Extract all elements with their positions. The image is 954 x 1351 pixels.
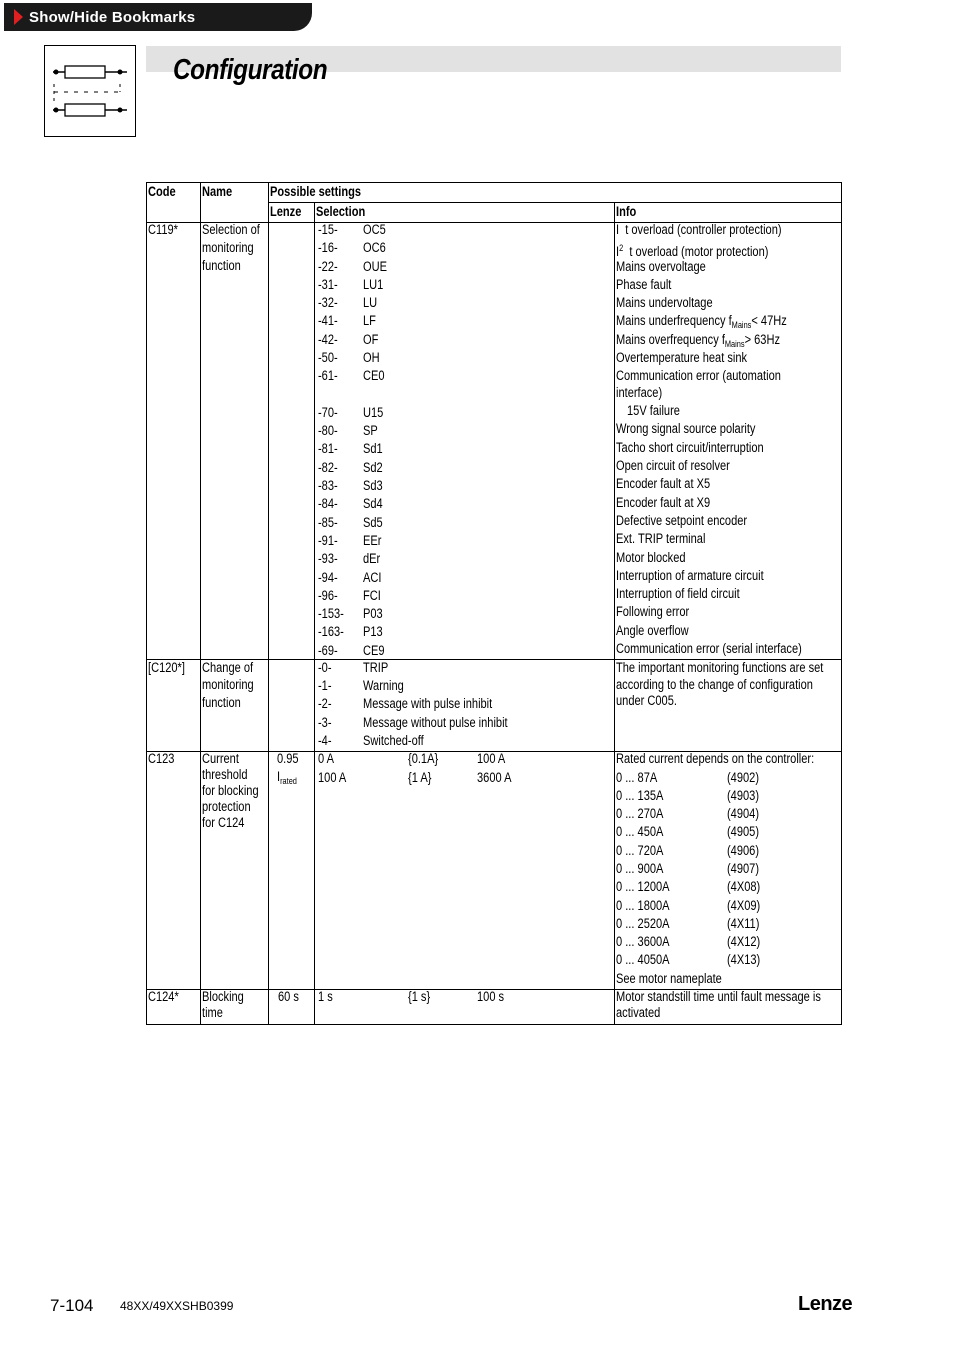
sel-num: -84- [318, 496, 338, 511]
sel-val: Sd1 [363, 441, 383, 456]
sel-num: -31- [318, 277, 338, 292]
sel-num: -15- [318, 222, 338, 237]
code-c123: C123 [148, 751, 175, 766]
sel-val: Message without pulse inhibit [363, 715, 508, 730]
model: (4904) [727, 806, 760, 821]
sel-num: -96- [318, 588, 338, 603]
model: (4X12) [727, 934, 761, 949]
info-c119: Mains overfrequency $f_{Mains}> 63Hz$ [616, 332, 780, 349]
model: (4907) [727, 861, 760, 876]
info-c119: Tacho short circuit/interruption [616, 440, 764, 455]
code-c119: C119* [148, 222, 178, 237]
sel-val: CE9 [363, 643, 385, 658]
header-selection: Selection [316, 204, 366, 219]
sel-num: -93- [318, 551, 338, 566]
show-hide-bookmarks-button[interactable] [4, 3, 312, 31]
range: 0 ... 1200A [616, 879, 670, 894]
sel-val: Switched-off [363, 733, 424, 748]
range: 0 ... 4050A [616, 952, 670, 967]
model: (4X11) [727, 916, 760, 931]
model: (4906) [727, 843, 760, 858]
page-number: 7-104 [50, 1296, 94, 1315]
sel-num: -85- [318, 515, 338, 530]
header-info: Info [616, 204, 637, 219]
sel-num: -69- [318, 643, 338, 658]
sel-num: -70- [318, 405, 338, 420]
sel-num: -50- [318, 350, 338, 365]
lenze-c124: 60 s [278, 989, 299, 1004]
sel-val: dEr [363, 551, 381, 566]
sel-num: -81- [318, 441, 338, 456]
info-c124-line1: Motor standstill time until fault message is [616, 989, 821, 1004]
range: 0 ... 2520A [616, 916, 670, 931]
sel-num: -41- [318, 313, 338, 328]
sel-val: EEr [363, 533, 382, 548]
sel-val: Message with pulse inhibit [363, 696, 493, 711]
info-c120-line3: under C005. [616, 693, 677, 708]
code-c124: C124* [148, 989, 179, 1004]
info-c124-line2: activated [616, 1005, 661, 1020]
sel-max: 3600 A [477, 770, 512, 785]
sel-max: 100 s [477, 989, 505, 1004]
sel-num: -4- [318, 733, 332, 748]
sel-num: -2- [318, 696, 332, 711]
sel-num: -83- [318, 478, 338, 493]
sel-step: {1 s} [408, 989, 431, 1004]
sel-num: -61- [318, 368, 338, 383]
header-code: Code [148, 184, 176, 199]
sel-num: -80- [318, 423, 338, 438]
sel-val: Warning [363, 678, 404, 693]
name-c124-line1: Blocking [202, 989, 244, 1004]
info-c119: I t overload (controller protection) [616, 222, 782, 237]
info-c119: Open circuit of resolver [616, 458, 730, 473]
model: (4X13) [727, 952, 761, 967]
sel-val: LF [363, 313, 376, 328]
name-c123-line2: threshold [202, 767, 248, 782]
sel-val: Sd4 [363, 496, 383, 511]
model: (4905) [727, 824, 760, 839]
code-c120: [C120*] [148, 660, 185, 675]
sel-num: -16- [318, 240, 338, 255]
name-c120-line3: function [202, 695, 241, 710]
name-c119-line1: Selection of [202, 222, 260, 237]
info-c119: $I^2$ t overload (motor protection) [616, 243, 769, 259]
sel-num: -153- [318, 606, 344, 621]
range: 0 ... 3600A [616, 934, 670, 949]
sel-num: -1- [318, 678, 332, 693]
info-c119: Interruption of field circuit [616, 586, 740, 601]
info-c119: interface) [616, 385, 663, 400]
info-c119: Phase fault [616, 277, 672, 292]
sel-val: P03 [363, 606, 383, 621]
info-c119: Interruption of armature circuit [616, 568, 764, 583]
sel-max: 100 A [477, 751, 506, 766]
name-c123-line4: protection [202, 799, 251, 814]
range: 0 ... 87A [616, 770, 658, 785]
sel-val: OC5 [363, 222, 386, 237]
sel-val: OF [363, 332, 379, 347]
info-c123-head: Rated current depends on the controller: [616, 751, 815, 766]
brand-logo: Lenze [798, 1293, 853, 1315]
sel-val: TRIP [363, 660, 389, 675]
header-possible-settings: Possible settings [270, 184, 362, 199]
range: 0 ... 720A [616, 843, 664, 858]
sel-num: -32- [318, 295, 338, 310]
info-c119: Communication error (automation [616, 368, 781, 383]
model: (4903) [727, 788, 760, 803]
sel-step: {0.1A} [408, 751, 439, 766]
info-c119: Ext. TRIP terminal [616, 531, 706, 546]
model: (4X09) [727, 898, 761, 913]
sel-val: OUE [363, 259, 387, 274]
header-name: Name [202, 184, 233, 199]
info-c119: Following error [616, 604, 690, 619]
sel-val: CE0 [363, 368, 385, 383]
info-c120-line2: according to the change of configuration [616, 677, 813, 692]
model: (4X08) [727, 879, 761, 894]
configuration-icon [44, 45, 136, 137]
info-c119: Mains undervoltage [616, 295, 713, 310]
sel-val: LU1 [363, 277, 384, 292]
sel-val: Sd2 [363, 460, 383, 475]
sel-num: -3- [318, 715, 332, 730]
sel-num: -82- [318, 460, 338, 475]
name-c123-line5: for C124 [202, 815, 245, 830]
sel-num: -163- [318, 624, 344, 639]
sel-val: ACI [363, 570, 382, 585]
sel-num: -0- [318, 660, 332, 675]
sel-min: 1 s [318, 989, 333, 1004]
info-c119: Encoder fault at X5 [616, 476, 711, 491]
lenze-c123-value: 0.95 [277, 751, 299, 766]
range: 0 ... 135A [616, 788, 664, 803]
sel-val: Sd5 [363, 515, 383, 530]
sel-num: -42- [318, 332, 338, 347]
name-c123-line1: Current [202, 751, 239, 766]
info-c119: Angle overflow [616, 623, 689, 638]
sel-val: P13 [363, 624, 383, 639]
sel-val: LU [363, 295, 378, 310]
info-c119: Communication error (serial interface) [616, 641, 802, 656]
sel-val: OC6 [363, 240, 386, 255]
bookmarks-label: Show/Hide Bookmarks [29, 8, 196, 26]
sel-val: Sd3 [363, 478, 383, 493]
model: (4902) [727, 770, 760, 785]
sel-val: FCI [363, 588, 381, 603]
lenze-c123-unit: $I_{rated}$ [277, 769, 297, 786]
sel-min: 100 A [318, 770, 347, 785]
info-c119: Mains overvoltage [616, 259, 706, 274]
info-c119: Motor blocked [616, 550, 686, 565]
page-title: Configuration [173, 54, 328, 86]
name-c120-line1: Change of [202, 660, 254, 675]
range: 0 ... 270A [616, 806, 664, 821]
info-c119: Wrong signal source polarity [616, 421, 756, 436]
name-c119-line2: monitoring [202, 240, 254, 255]
document-id: 48XX/49XXSHB0399 [120, 1299, 234, 1313]
name-c124-line2: time [202, 1005, 223, 1020]
sel-num: -91- [318, 533, 338, 548]
sel-val: SP [363, 423, 378, 438]
info-c119: 15V failure [627, 403, 680, 418]
info-c119: Mains underfrequency $f_{Mains}< 47Hz$ [616, 313, 787, 330]
range: 0 ... 900A [616, 861, 664, 876]
info-c120-line1: The important monitoring functions are set [616, 660, 824, 675]
sel-val: OH [363, 350, 380, 365]
header-lenze: Lenze [270, 204, 302, 219]
name-c119-line3: function [202, 258, 241, 273]
sel-num: -22- [318, 259, 338, 274]
info-c123-foot: See motor nameplate [616, 971, 722, 986]
info-c119: Overtemperature heat sink [616, 350, 748, 365]
info-c119: Encoder fault at X9 [616, 495, 711, 510]
range: 0 ... 450A [616, 824, 664, 839]
sel-min: 0 A [318, 751, 335, 766]
parameter-table [146, 182, 842, 1025]
info-c119: Defective setpoint encoder [616, 513, 748, 528]
sel-val: U15 [363, 405, 384, 420]
name-c123-line3: for blocking [202, 783, 259, 798]
play-arrow-icon [14, 9, 23, 25]
range: 0 ... 1800A [616, 898, 670, 913]
name-c120-line2: monitoring [202, 677, 254, 692]
sel-step: {1 A} [408, 770, 432, 785]
sel-num: -94- [318, 570, 338, 585]
